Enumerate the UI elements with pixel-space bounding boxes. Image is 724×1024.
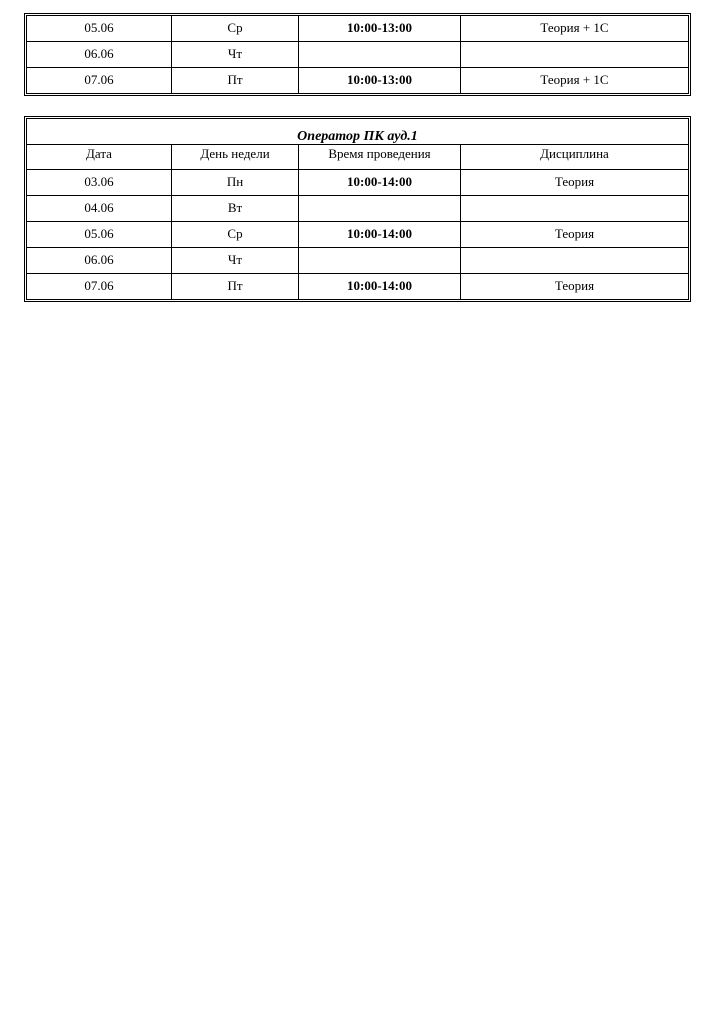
time-cell: 10:00-14:00: [299, 274, 461, 300]
table-row: [27, 248, 689, 274]
time-cell: [299, 42, 461, 68]
discipline-cell: Теория: [461, 274, 689, 300]
table-header-row: [27, 145, 689, 170]
day-cell: Пт: [172, 274, 299, 300]
table-row: [27, 196, 689, 222]
discipline-cell: Теория: [461, 222, 689, 248]
time-cell: 10:00-13:00: [299, 68, 461, 94]
date-cell: 05.06: [27, 16, 172, 42]
table-row: [27, 16, 689, 42]
date-cell: 07.06: [27, 68, 172, 94]
date-cell: 05.06: [27, 222, 172, 248]
date-cell: 06.06: [27, 248, 172, 274]
day-cell: Чт: [172, 248, 299, 274]
discipline-cell: [461, 42, 689, 68]
header-date: Дата: [27, 145, 172, 170]
header-time: Время проведения: [299, 145, 461, 170]
schedule-table-1: [26, 15, 689, 94]
header-discipline: Дисциплина: [461, 145, 689, 170]
table-row: [27, 68, 689, 94]
schedule-table-2: [26, 118, 689, 300]
table-row: [27, 274, 689, 300]
time-cell: 10:00-13:00: [299, 16, 461, 42]
header-day: День недели: [172, 145, 299, 170]
discipline-cell: Теория: [461, 170, 689, 196]
day-cell: Ср: [172, 222, 299, 248]
discipline-cell: [461, 196, 689, 222]
day-cell: Пн: [172, 170, 299, 196]
date-cell: 03.06: [27, 170, 172, 196]
discipline-cell: [461, 248, 689, 274]
time-cell: [299, 196, 461, 222]
schedule-table-operator-pc: [24, 116, 691, 302]
date-cell: 06.06: [27, 42, 172, 68]
table-row: [27, 170, 689, 196]
time-cell: 10:00-14:00: [299, 222, 461, 248]
date-cell: 07.06: [27, 274, 172, 300]
time-cell: [299, 248, 461, 274]
time-cell: 10:00-14:00: [299, 170, 461, 196]
table-row: [27, 42, 689, 68]
discipline-cell: Теория + 1С: [461, 16, 689, 42]
date-cell: 04.06: [27, 196, 172, 222]
table-title: Оператор ПК ауд.1: [27, 119, 689, 145]
table-title-row: [27, 119, 689, 145]
day-cell: Ср: [172, 16, 299, 42]
day-cell: Вт: [172, 196, 299, 222]
day-cell: Чт: [172, 42, 299, 68]
table-row: [27, 222, 689, 248]
day-cell: Пт: [172, 68, 299, 94]
schedule-table-continued: [24, 13, 691, 96]
discipline-cell: Теория + 1С: [461, 68, 689, 94]
